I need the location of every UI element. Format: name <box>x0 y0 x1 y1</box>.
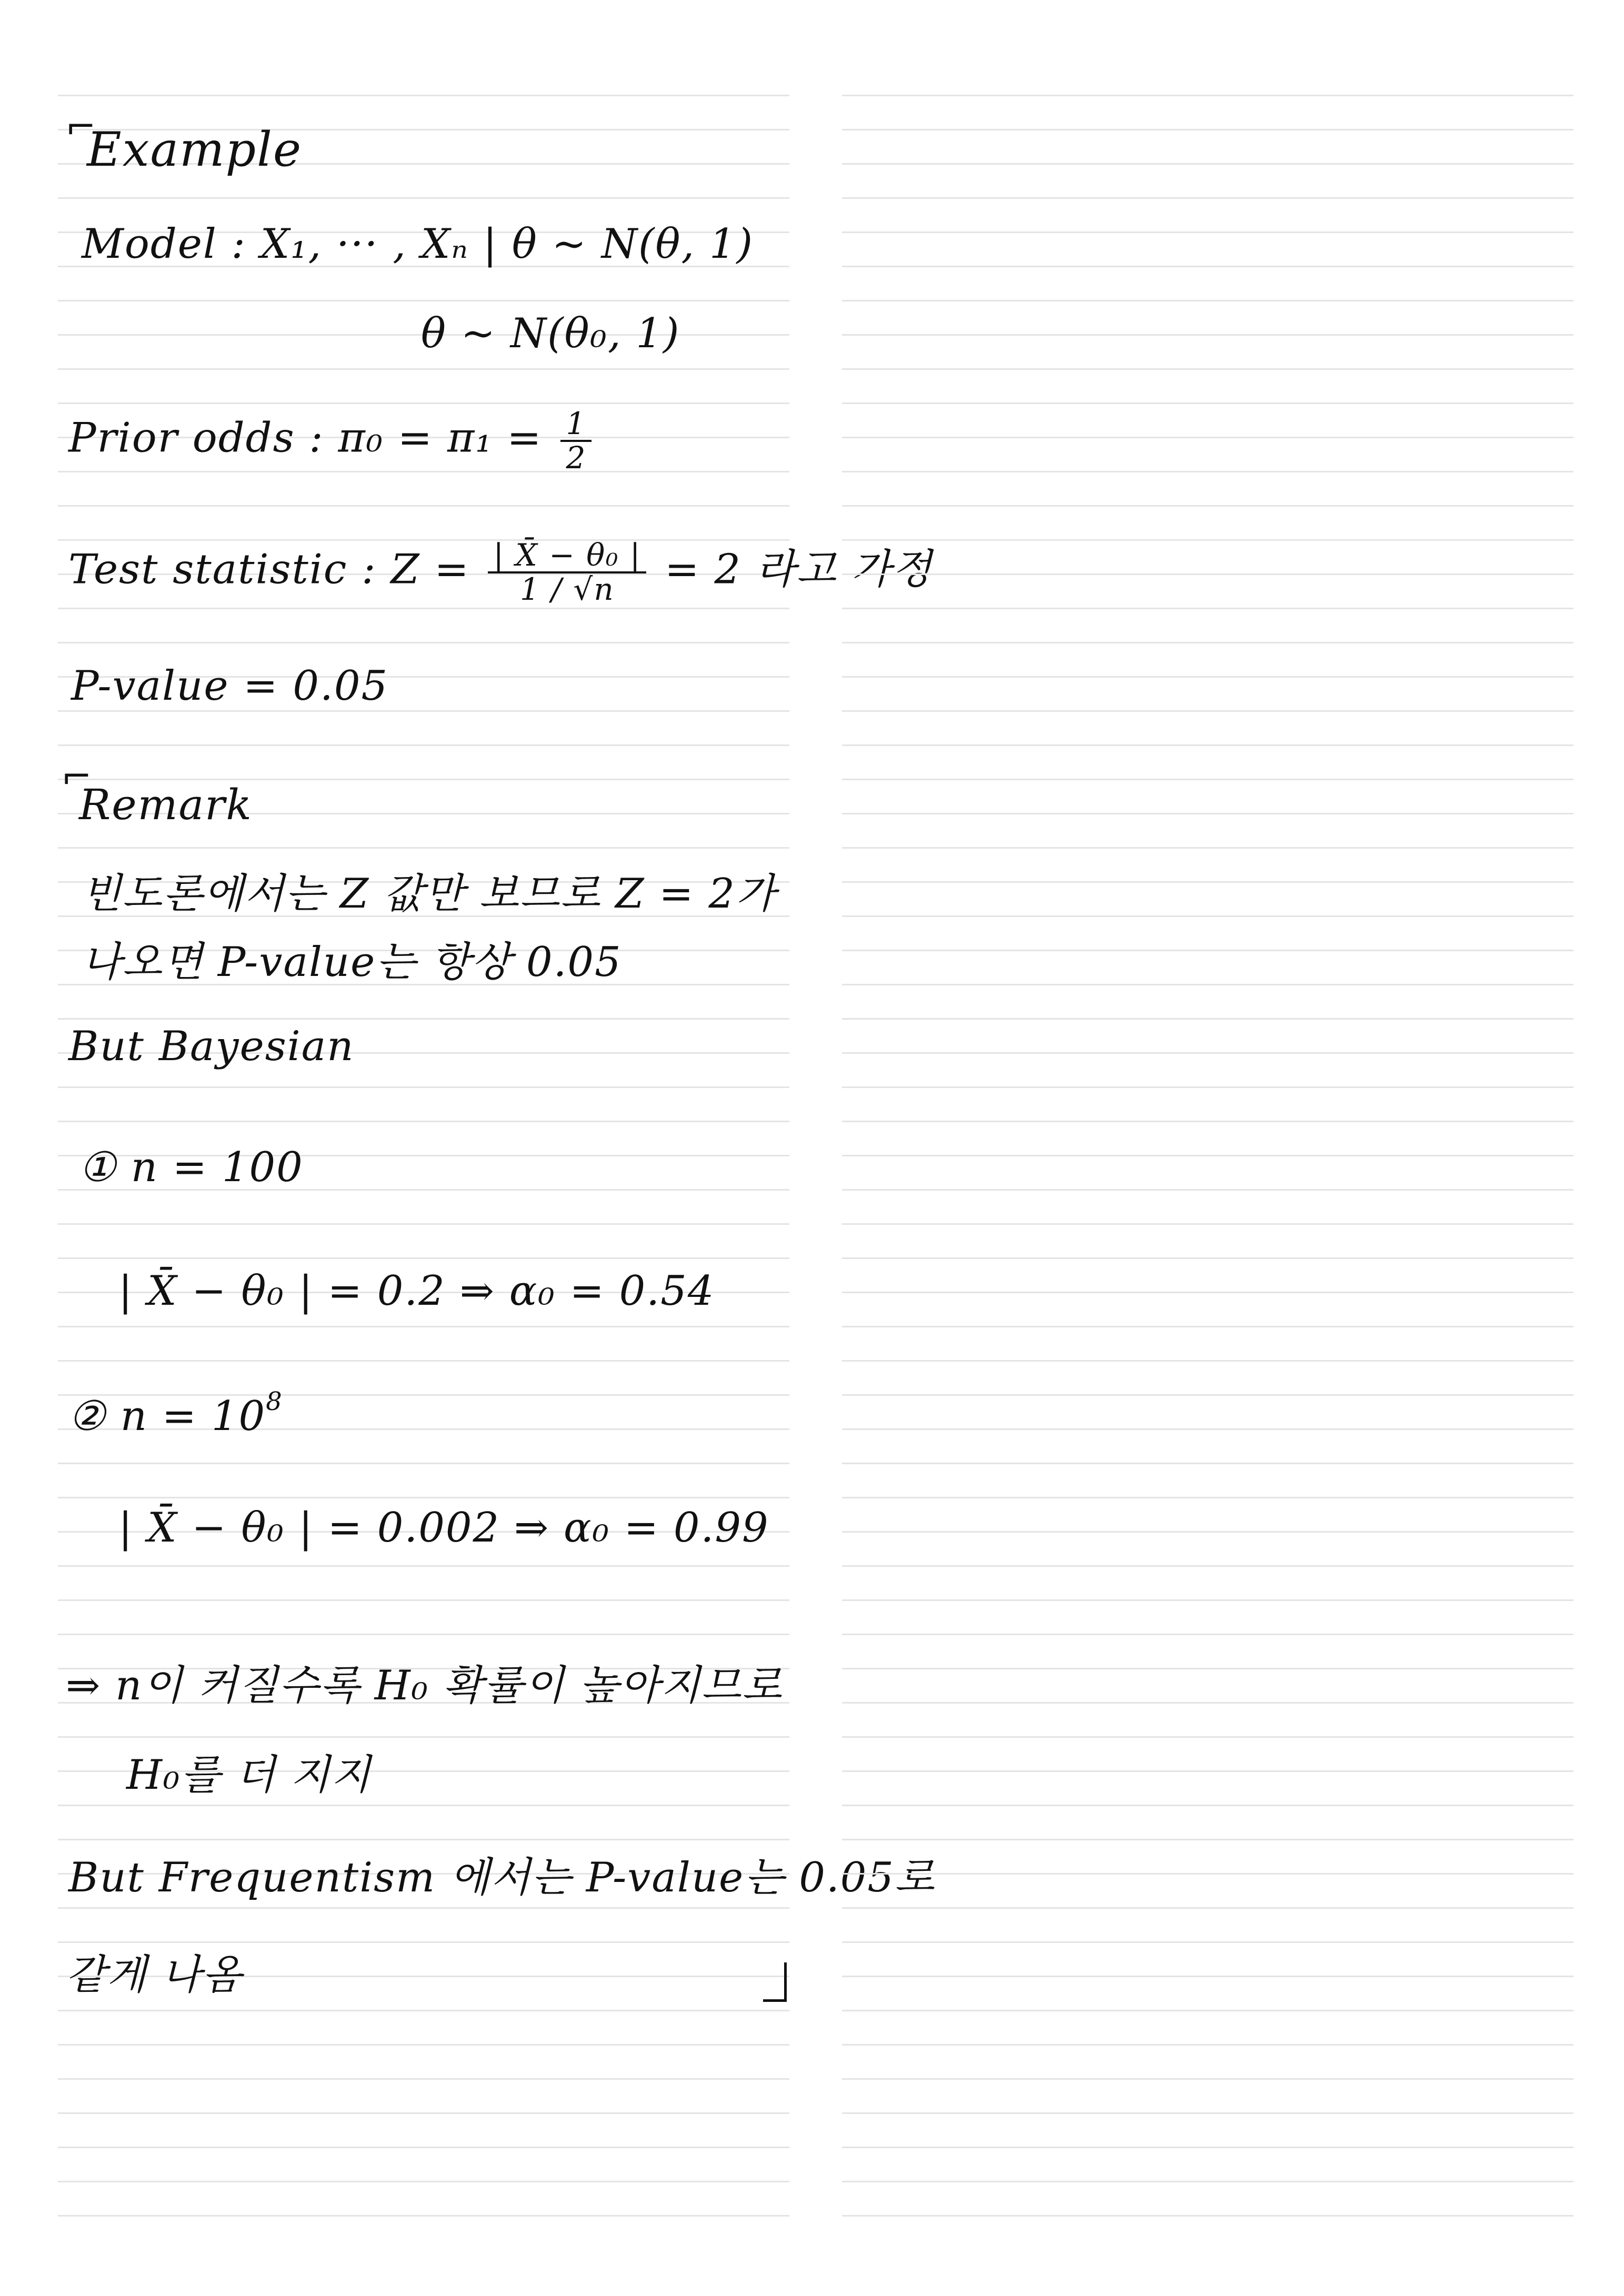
conclusion-line-3: But Frequentism 에서는 P-value는 0.05로 <box>68 1854 936 1901</box>
end-bracket-mark <box>763 1962 787 2002</box>
ruled-line <box>842 1770 1573 1772</box>
ruled-line <box>58 642 789 643</box>
ruled-line <box>842 847 1573 849</box>
ruled-line <box>842 1257 1573 1259</box>
ruled-line <box>842 1805 1573 1806</box>
ruled-line <box>842 676 1573 678</box>
ruled-line <box>58 505 789 507</box>
ruled-line <box>842 915 1573 917</box>
ruled-line <box>842 471 1573 472</box>
ruled-line <box>842 1086 1573 1088</box>
ruled-line <box>842 1428 1573 1430</box>
ruled-line <box>58 197 789 199</box>
ruled-line <box>842 744 1573 746</box>
ruled-line <box>58 1086 789 1088</box>
ruled-line <box>58 1326 789 1327</box>
ruled-line <box>842 2010 1573 2011</box>
ruled-line <box>842 1052 1573 1054</box>
prior-odds-fraction <box>560 408 592 474</box>
ruled-line <box>58 1223 789 1225</box>
fraction-numerator: 1 <box>560 408 592 442</box>
ruled-line <box>58 744 789 746</box>
section-corner-mark: ⌐ <box>61 755 92 798</box>
ruled-line <box>58 2147 789 2148</box>
case-2-text: ② n = 10 <box>68 1393 266 1440</box>
ruled-line <box>58 1907 789 1909</box>
ruled-line <box>58 1360 789 1362</box>
ruled-line <box>842 1121 1573 1122</box>
ruled-line <box>842 642 1573 643</box>
case-1-result-line: | X̄ − θ₀ | = 0.2 ⇒ α₀ = 0.54 <box>118 1267 715 1315</box>
ruled-line <box>842 1326 1573 1327</box>
ruled-line <box>842 1873 1573 1875</box>
fraction-numerator: | X̄ − θ₀ | <box>488 539 646 573</box>
case-1-line: ① n = 100 <box>79 1144 304 1191</box>
ruled-line <box>842 1360 1573 1362</box>
ruled-line <box>842 1599 1573 1601</box>
case-2-result-line: | X̄ − θ₀ | = 0.002 ⇒ α₀ = 0.99 <box>118 1504 769 1552</box>
ruled-line <box>842 1531 1573 1533</box>
ruled-line <box>842 300 1573 301</box>
ruled-line <box>842 573 1573 575</box>
ruled-line <box>842 1736 1573 1738</box>
ruled-line <box>842 197 1573 199</box>
prior-distribution-line: θ ~ N(θ₀, 1) <box>421 310 680 357</box>
conclusion-line-1: ⇒ n이 커질수록 H₀ 확률이 높아지므로 <box>66 1662 783 1709</box>
ruled-line <box>58 402 789 404</box>
ruled-line <box>842 710 1573 712</box>
ruled-line <box>58 1257 789 1259</box>
test-statistic-text: Test statistic : Z = <box>68 546 484 593</box>
ruled-line <box>842 1839 1573 1840</box>
ruled-line <box>58 2010 789 2011</box>
ruled-line <box>842 1976 1573 1977</box>
ruled-line <box>58 710 789 712</box>
ruled-line <box>58 1463 789 1464</box>
ruled-line <box>842 437 1573 438</box>
ruled-line <box>842 2112 1573 2114</box>
ruled-line <box>58 1736 789 1738</box>
remark-line-1: 빈도론에서는 Z 값만 보므로 Z = 2가 <box>82 870 777 918</box>
ruled-line <box>842 1634 1573 1635</box>
prior-odds-text: Prior odds : π₀ = π₁ = <box>68 414 557 462</box>
ruled-line <box>58 1634 789 1635</box>
ruled-line <box>58 368 789 370</box>
conclusion-line-4: 같게 나옴 <box>66 1951 243 1999</box>
ruled-line <box>842 1907 1573 1909</box>
but-bayesian-line: But Bayesian <box>68 1023 355 1070</box>
model-line: Model : X₁, ··· , Xₙ | θ ~ N(θ, 1) <box>82 220 754 268</box>
ruled-line <box>842 2181 1573 2182</box>
case-2-line <box>68 1387 283 1440</box>
ruled-line <box>58 1497 789 1498</box>
ruled-line <box>58 1121 789 1122</box>
ruled-line <box>58 608 789 609</box>
ruled-line <box>842 266 1573 267</box>
ruled-line <box>58 1941 789 1943</box>
section-corner-mark: ⌐ <box>65 105 96 148</box>
ruled-line <box>842 779 1573 780</box>
ruled-line <box>842 1394 1573 1396</box>
ruled-line <box>842 1223 1573 1225</box>
test-statistic-tail: = 2 라고 가정 <box>650 546 933 593</box>
ruled-line <box>842 1463 1573 1464</box>
ruled-line <box>842 2044 1573 2046</box>
ruled-line <box>842 163 1573 165</box>
section-heading-remark: Remark <box>79 780 253 829</box>
ruled-line <box>58 1805 789 1806</box>
ruled-line <box>842 813 1573 814</box>
ruled-line <box>58 2181 789 2182</box>
ruled-line <box>842 1668 1573 1669</box>
prior-odds-line <box>68 408 596 474</box>
ruled-line <box>58 2078 789 2080</box>
ruled-line <box>842 2147 1573 2148</box>
ruled-line <box>58 2215 789 2217</box>
ruled-line <box>842 539 1573 541</box>
ruled-line <box>58 847 789 849</box>
ruled-line <box>842 1189 1573 1191</box>
ruled-line <box>842 950 1573 951</box>
fraction-denominator: 2 <box>566 439 587 476</box>
ruled-line <box>842 1497 1573 1498</box>
ruled-line <box>58 1565 789 1567</box>
ruled-line <box>842 334 1573 336</box>
conclusion-line-2: H₀를 더 지지 <box>126 1751 372 1799</box>
ruled-line <box>58 2112 789 2114</box>
ruled-line <box>842 1941 1573 1943</box>
ruled-line <box>842 1155 1573 1156</box>
ruled-line <box>842 881 1573 883</box>
ruled-line <box>842 2078 1573 2080</box>
ruled-line <box>58 95 789 96</box>
ruled-line <box>842 368 1573 370</box>
ruled-line <box>842 505 1573 507</box>
ruled-line <box>842 608 1573 609</box>
case-2-exponent: 8 <box>266 1387 283 1416</box>
ruled-line <box>842 2215 1573 2217</box>
ruled-line <box>58 1839 789 1840</box>
ruled-line <box>842 129 1573 130</box>
test-statistic-line <box>68 539 933 606</box>
ruled-line <box>842 1292 1573 1293</box>
test-statistic-fraction <box>488 539 646 606</box>
p-value-line: P-value = 0.05 <box>71 662 389 710</box>
fraction-denominator: 1 / √n <box>520 571 615 607</box>
ruled-line <box>842 1565 1573 1567</box>
remark-line-2: 나오면 P-value는 항상 0.05 <box>82 939 622 986</box>
ruled-line <box>842 231 1573 233</box>
ruled-line <box>58 1599 789 1601</box>
ruled-line <box>842 402 1573 404</box>
ruled-line <box>842 1018 1573 1020</box>
ruled-line <box>842 1702 1573 1704</box>
ruled-line <box>58 300 789 301</box>
ruled-line <box>58 2044 789 2046</box>
ruled-line <box>58 1018 789 1020</box>
ruled-line <box>842 95 1573 96</box>
ruled-line <box>842 984 1573 985</box>
section-heading-example: Example <box>87 122 303 177</box>
